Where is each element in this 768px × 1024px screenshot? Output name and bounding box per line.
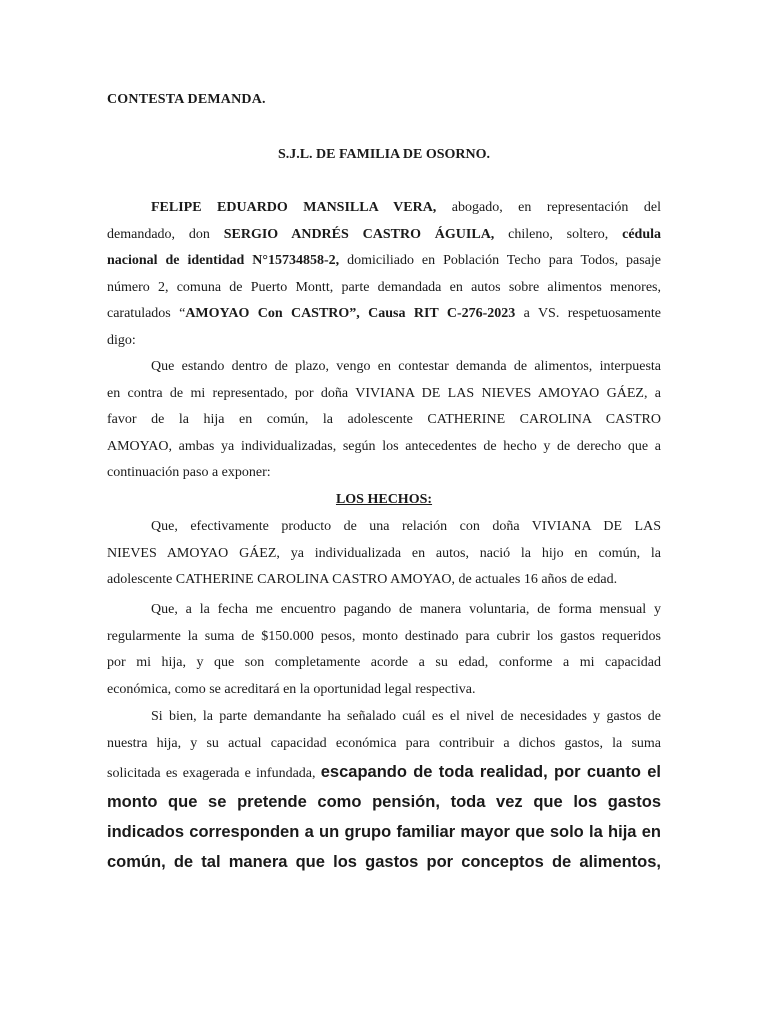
text-line: FELIPE EDUARDO MANSILLA VERA, abogado, en representación del xyxy=(151,200,661,215)
facts-paragraph-2 xyxy=(107,597,661,703)
text-line: Que, a la fecha me encuentro pagando de manera voluntaria, de forma mensual y xyxy=(151,602,661,617)
text-line: continuación paso a exponer: xyxy=(107,465,271,480)
text-line: favor de la hija en común, la adolescente CATHERINE CAROLINA CASTRO xyxy=(107,412,661,427)
emphasis-line: monto que se pretende como pensión, toda vez que los gastos xyxy=(107,793,661,811)
emphasis-line: común, de tal manera que los gastos por conceptos de alimentos, xyxy=(107,853,661,871)
section-title: LOS HECHOS: xyxy=(335,492,433,507)
text-line: nuestra hija, y su actual capacidad económica para contribuir a dichos gastos, la suma xyxy=(107,735,661,751)
text-line: adolescente CATHERINE CAROLINA CASTRO AMOYAO, de actuales 16 años de edad. xyxy=(107,572,618,587)
answer-paragraph xyxy=(107,354,661,487)
emphasis-line: indicados corresponden a un grupo familiar mayor que solo la hija en xyxy=(107,823,661,841)
text-line: demandado, don SERGIO ANDRÉS CASTRO ÁGUILA, chileno, soltero, cédula xyxy=(107,226,662,242)
text-line: digo: xyxy=(107,332,136,348)
id-number: nacional de identidad N°15734858-2, xyxy=(107,253,340,268)
client-name: SERGIO ANDRÉS CASTRO ÁGUILA, xyxy=(223,226,495,242)
case-caption: AMOYAO Con CASTRO”, Causa RIT C-276-2023 xyxy=(185,306,516,321)
text-line: solicitada es exagerada e infundada, escapando de toda realidad, por cuanto el xyxy=(107,763,661,781)
text-line: número 2, comuna de Puerto Montt, parte demandada en autos sobre alimentos menores, xyxy=(107,279,661,295)
text-line: Que estando dentro de plazo, vengo en contestar demanda de alimentos, interpuesta xyxy=(151,359,661,374)
intro-paragraph xyxy=(107,195,661,354)
text-line: en contra de mi representado, por doña VIVIANA DE LAS NIEVES AMOYAO GÁEZ, a xyxy=(107,385,661,401)
text-line: por mi hija, y que son completamente acorde a su edad, conforme a mi capacidad xyxy=(107,655,661,670)
text-line: NIEVES AMOYAO GÁEZ, ya individualizada en autos, nació la hijo en común, la xyxy=(107,545,661,561)
lawyer-name: FELIPE EDUARDO MANSILLA VERA, xyxy=(151,200,437,215)
text-line: económica, como se acreditará en la oportunidad legal respectiva. xyxy=(107,681,476,697)
text-line: caratulados “AMOYAO Con CASTRO”, Causa RIT C-276-2023 a VS. respetuosamente xyxy=(107,306,661,321)
document-heading: CONTESTA DEMANDA. xyxy=(107,92,266,107)
text-line: nacional de identidad N°15734858-2, domiciliado en Población Techo para Todos, pasaje xyxy=(107,253,662,268)
facts-paragraph-3 xyxy=(107,704,661,877)
court-heading: S.J.L. DE FAMILIA DE OSORNO. xyxy=(277,147,491,162)
facts-paragraph-1 xyxy=(107,514,661,594)
emphasis-text: escapando de toda realidad, por cuanto el xyxy=(320,763,661,781)
text-line: Que, efectivamente producto de una relación con doña VIVIANA DE LAS xyxy=(151,519,661,534)
text-line: AMOYAO, ambas ya individualizadas, según los antecedentes de hecho y de derecho que a xyxy=(107,438,661,454)
text-line: regularmente la suma de $150.000 pesos, monto destinado para cubrir los gastos requeridos xyxy=(107,628,661,644)
text-line: Si bien, la parte demandante ha señalado cuál es el nivel de necesidades y gastos de xyxy=(151,709,661,724)
